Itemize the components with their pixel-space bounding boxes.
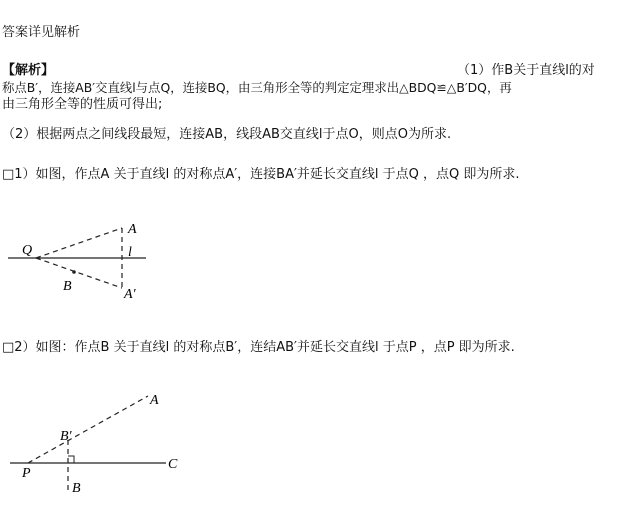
answer-heading: 答案详见解析 <box>2 25 81 40</box>
fig2-segment-PA <box>28 396 148 463</box>
step1-text: □1）如图，作点A 关于直线l 的对称点A′，连接BA′并延长交直线l 于点Q ，点Q 即为所求. <box>2 167 520 182</box>
fig1-label-l: l <box>128 245 132 260</box>
analysis-part2: （2）根据两点之间线段最短，连接AB，线段AB交直线l于点O，则点O为所求. <box>2 127 452 142</box>
analysis-part1-line3: 由三角形全等的性质可得出; <box>2 97 163 112</box>
fig2-label-B: B <box>72 481 81 496</box>
fig1-label-A2: A′ <box>124 287 136 302</box>
fig1-segment-QA2 <box>36 258 122 288</box>
fig1-label-Q: Q <box>22 243 33 258</box>
fig2-label-C: C <box>168 457 178 472</box>
fig1-label-A: A <box>128 222 137 237</box>
analysis-part1-line2: 称点B′，连接AB′交直线l与点Q，连接BQ，由三角形全等的判定定理求出△BDQ≌△B′DQ，再 <box>2 80 512 95</box>
fig2-right-angle-mark <box>68 456 74 463</box>
analysis-tag: 【解析】 <box>2 63 55 78</box>
fig1-segment-QA <box>36 228 122 258</box>
fig2-label-A: A <box>150 393 159 408</box>
fig2-label-B2: B′ <box>60 429 72 444</box>
fig2-label-P: P <box>22 466 31 481</box>
analysis-part1-number: （1）作B关于直线l的对 <box>457 63 595 78</box>
fig1-point-B <box>72 270 76 274</box>
fig1-label-B: B <box>63 279 72 294</box>
step2-text: □2）如图：作点B 关于直线l 的对称点B′，连结AB′并延长交直线l 于点P ，点P 即为所求. <box>2 340 515 355</box>
